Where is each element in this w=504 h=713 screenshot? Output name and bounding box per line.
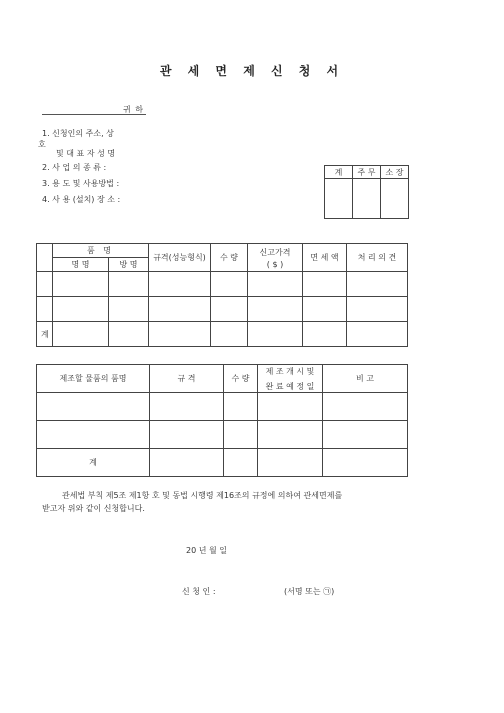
header-item-method: 방 명: [109, 258, 149, 272]
approval-label-staff: 계: [325, 166, 353, 179]
header-price-label: 신고가격: [259, 247, 291, 257]
statement-line-1: 관세법 부칙 제5조 제1항 호 및 동법 시행령 제16조의 규정에 의하여 관세면제를: [62, 491, 343, 500]
approval-stamp-staff[interactable]: [325, 179, 353, 219]
field-applicant-address-cont: 호: [38, 140, 46, 149]
table-total-row: [37, 322, 408, 347]
field-usage-method: 3. 용 도 및 사용방법 :: [42, 179, 120, 188]
header-price-unit: ( $ ): [266, 259, 284, 269]
field-install-location: 4. 사 용 (설치) 장 소 :: [42, 195, 121, 204]
total-label2: 계: [37, 449, 150, 477]
recipient-suffix: 귀 하: [123, 105, 144, 114]
header-qty: 수 량: [211, 244, 248, 272]
date-line: 20 년 월 일: [186, 546, 227, 555]
header-schedule: [258, 365, 323, 393]
header-qty2: 수 량: [224, 365, 258, 393]
total-label: 계: [37, 322, 53, 347]
header-remarks: 비 고: [323, 365, 408, 393]
header-item-name: 명 명: [53, 258, 109, 272]
header-schedule-line1: 제 조 개 시 및: [265, 366, 315, 376]
approval-label-chief: 소 장: [381, 166, 409, 179]
table-row: [37, 272, 408, 297]
header-product-name: 제조할 물품의 품명: [37, 365, 150, 393]
field-representative-name: 및 대 표 자 성 명: [56, 149, 116, 158]
document-title: 관 세 면 제 신 청 서: [159, 64, 345, 78]
items-no-column: [37, 244, 53, 272]
header-price: [248, 244, 303, 272]
signature-hint: (서명 또는 ㉠): [284, 587, 335, 596]
recipient-field[interactable]: [42, 112, 118, 115]
items-table: [36, 243, 408, 347]
field-applicant-address: 1. 신청인의 주소, 상: [42, 129, 114, 138]
field-business-type: 2. 사 업 의 종 류 :: [42, 163, 107, 172]
approval-label-officer: 주 무: [353, 166, 381, 179]
table-total-row: [37, 449, 408, 477]
table-row: [37, 393, 408, 421]
header-spec2: 규 격: [150, 365, 224, 393]
statement-line-2: 받고자 위와 같이 신청합니다.: [42, 504, 145, 513]
table-row: [37, 421, 408, 449]
applicant-label: 신 청 인 :: [182, 587, 216, 596]
header-item: 품 명: [53, 244, 149, 258]
recipient-underline: [118, 112, 146, 115]
approval-box: [324, 165, 409, 219]
header-exempt-amount: 면 세 액: [303, 244, 347, 272]
header-spec: 규격(성능형식): [149, 244, 211, 272]
manufacture-table: [36, 364, 408, 477]
header-schedule-line2: 완 료 예 정 일: [265, 381, 315, 391]
header-opinion: 처 리 의 견: [347, 244, 408, 272]
approval-stamp-chief[interactable]: [381, 179, 409, 219]
table-row: [37, 297, 408, 322]
approval-stamp-officer[interactable]: [353, 179, 381, 219]
